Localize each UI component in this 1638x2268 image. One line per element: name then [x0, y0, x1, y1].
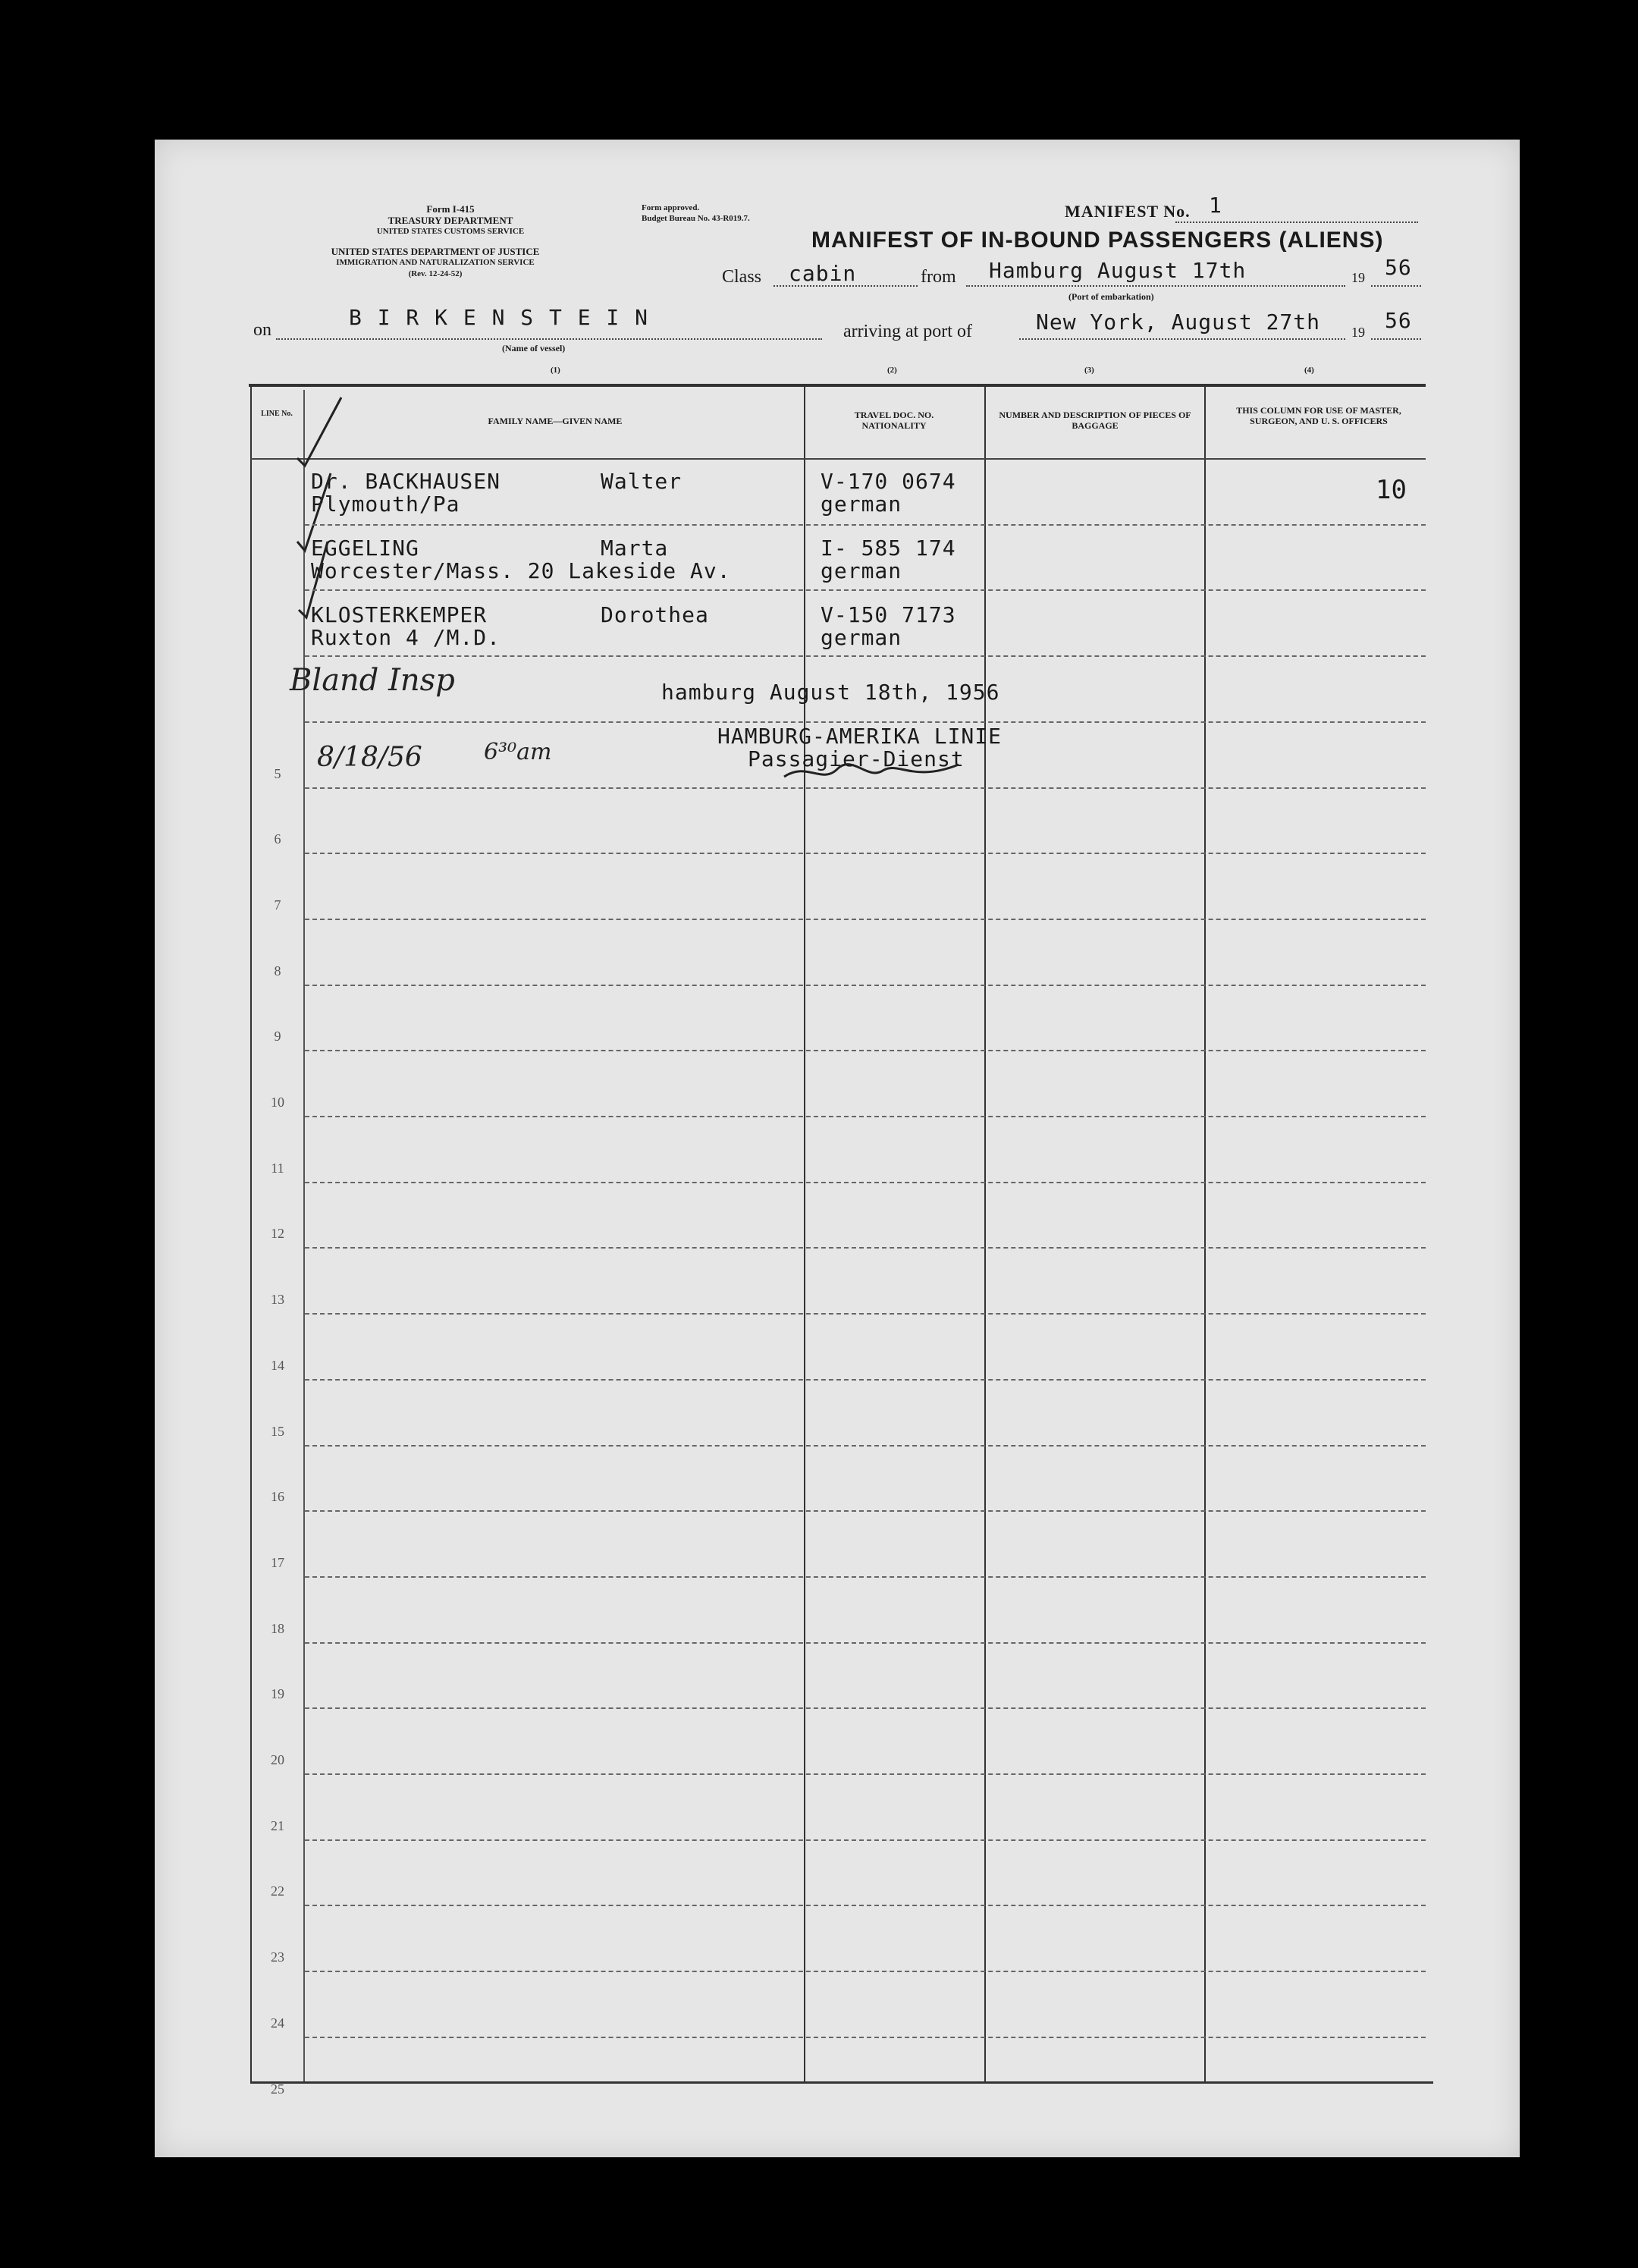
row-separator: [305, 1313, 1426, 1315]
line-number: 23: [271, 1949, 284, 1965]
row-separator: [305, 589, 1426, 591]
dept-customs: UNITED STATES CUSTOMS SERVICE: [376, 227, 525, 236]
line-number: 5: [274, 766, 281, 781]
line-number: 19: [271, 1686, 284, 1701]
line-number: 13: [271, 1292, 284, 1307]
col-baggage-heading: NUMBER AND DESCRIPTION OF PIECES OF BAGGAGE: [999, 410, 1191, 431]
row-separator: [305, 1642, 1426, 1644]
col-divider-3: [1204, 384, 1206, 2083]
row-separator: [305, 1839, 1426, 1841]
from-value: Hamburg August 17th: [989, 258, 1247, 283]
row-separator: [305, 1510, 1426, 1512]
line-number: 25: [271, 2081, 284, 2097]
header-bottom-border: [250, 458, 1426, 460]
line-number: 8: [274, 963, 281, 979]
row-separator: [305, 1707, 1426, 1709]
col-3-number: (3): [1084, 366, 1094, 375]
row-separator: [305, 1247, 1426, 1249]
row-separator: [305, 853, 1426, 854]
col-4-number: (4): [1304, 366, 1314, 375]
line-number: 10: [271, 1095, 284, 1110]
dept-ins: IMMIGRATION AND NATURALIZATION SERVICE: [336, 258, 535, 267]
row-separator: [305, 1905, 1426, 1906]
class-value: cabin: [789, 261, 857, 286]
form-approved: Form approved.: [642, 203, 700, 212]
inspector-signature: Bland Insp: [290, 663, 455, 698]
col-travel-heading: TRAVEL DOC. NO. NATIONALITY: [854, 410, 934, 431]
on-label: on: [253, 320, 271, 340]
vessel-caption: (Name of vessel): [502, 343, 566, 353]
row-separator: [305, 1971, 1426, 1972]
line-number: 14: [271, 1358, 284, 1373]
passenger-given-name: Dorothea: [601, 602, 709, 627]
row-separator: [305, 1576, 1426, 1578]
passenger-nationality: german: [821, 558, 902, 583]
passenger-address: Plymouth/Pa: [311, 492, 460, 517]
passenger-given-name: Marta: [601, 536, 669, 561]
manifest-title: MANIFEST OF IN-BOUND PASSENGERS (ALIENS): [811, 228, 1384, 253]
row-separator: [305, 524, 1426, 526]
line-number: 11: [271, 1161, 284, 1176]
passenger-address: Worcester/Mass. 20 Lakeside Av.: [311, 558, 731, 583]
row-separator: [305, 655, 1426, 657]
row-separator: [305, 721, 1426, 723]
col-2-number: (2): [887, 366, 897, 375]
year-2: 56: [1385, 308, 1412, 333]
passenger-doc-no: I- 585 174: [821, 536, 956, 561]
vessel-name: B I R K E N S T E I N: [349, 305, 650, 330]
row-separator: [305, 1050, 1426, 1051]
row-separator: [305, 919, 1426, 920]
line-number: 17: [271, 1555, 284, 1570]
col-name-heading: FAMILY NAME—GIVEN NAME: [488, 416, 623, 426]
company-signature: [777, 754, 966, 792]
arrival-value: New York, August 27th: [1036, 309, 1321, 335]
passenger-doc-no: V-170 0674: [821, 469, 956, 494]
dept-justice: UNITED STATES DEPARTMENT OF JUSTICE: [331, 246, 540, 257]
table-bottom-border: [250, 2081, 1433, 2084]
passenger-surname: EGGELING: [311, 536, 419, 561]
line-number: 22: [271, 1883, 284, 1899]
manifest-page: [155, 140, 1520, 2157]
passenger-given-name: Walter: [601, 469, 682, 494]
from-label: from: [921, 267, 956, 287]
line-number: 6: [274, 831, 281, 847]
arriving-label: arriving at port of: [843, 322, 972, 341]
company-name: HAMBURG-AMERIKA LINIE: [717, 724, 1003, 749]
col-officers-heading: THIS COLUMN FOR USE OF MASTER, SURGEON, AND U. S. OFFICERS: [1236, 405, 1401, 426]
dept-treasury: TREASURY DEPARTMENT: [388, 215, 513, 226]
line-number: 12: [271, 1226, 284, 1241]
passenger-doc-no: V-150 7173: [821, 602, 956, 627]
line-number: 24: [271, 2015, 284, 2031]
year-1: 56: [1385, 255, 1412, 280]
inspection-time: 6³⁰am: [484, 739, 552, 765]
line-number: 21: [271, 1818, 284, 1833]
col-divider-1: [804, 384, 805, 2083]
company-dept: Passagier-Dienst: [748, 746, 965, 771]
row-separator: [305, 1182, 1426, 1183]
row-separator: [305, 1445, 1426, 1447]
line-number: 15: [271, 1424, 284, 1439]
line-number: 16: [271, 1489, 284, 1504]
check-marks: [258, 390, 349, 678]
row-separator: [305, 787, 1426, 789]
revision: (Rev. 12-24-52): [408, 269, 463, 278]
row-separator: [305, 985, 1426, 986]
col-1-number: (1): [551, 366, 560, 375]
inspection-date: 8/18/56: [317, 742, 422, 773]
passenger-surname: Dr. BACKHAUSEN: [311, 469, 501, 494]
col-divider-2: [984, 384, 986, 2083]
line-number: 20: [271, 1752, 284, 1767]
line-number: 9: [274, 1029, 281, 1044]
line-number: 7: [274, 897, 281, 913]
year-prefix-2: 19: [1351, 325, 1365, 340]
place-date-note: hamburg August 18th, 1956: [661, 680, 1000, 705]
line-number: 18: [271, 1621, 284, 1636]
year-prefix-1: 19: [1351, 270, 1365, 285]
embark-caption: (Port of embarkation): [1068, 291, 1154, 302]
row-separator: [305, 1773, 1426, 1775]
budget-bureau: Budget Bureau No. 43-R019.7.: [642, 214, 750, 223]
manifest-no: 1: [1209, 193, 1222, 218]
table-left-border: [250, 384, 252, 2083]
officer-note: 10: [1376, 475, 1407, 505]
manifest-no-label: MANIFEST No.: [1065, 202, 1191, 221]
row-separator: [305, 1379, 1426, 1381]
passenger-address: Ruxton 4 /M.D.: [311, 625, 501, 650]
passenger-nationality: german: [821, 492, 902, 517]
col-line-no-heading: LINE No.: [261, 410, 293, 418]
passenger-nationality: german: [821, 625, 902, 650]
row-separator: [305, 2037, 1426, 2038]
table-top-border: [249, 384, 1426, 387]
row-separator: [305, 1116, 1426, 1117]
form-id: Form I-415: [426, 203, 475, 215]
class-label: Class: [722, 267, 762, 287]
passenger-surname: KLOSTERKEMPER: [311, 602, 488, 627]
